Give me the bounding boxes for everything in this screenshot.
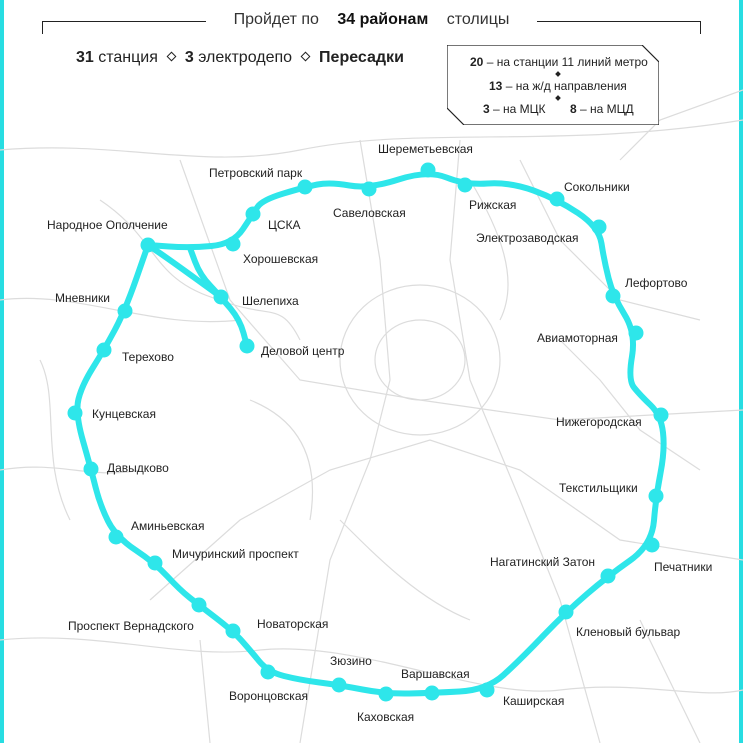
station-marker-narodnoe-opolchenie[interactable] xyxy=(141,238,156,253)
header-title-prefix: Пройдет по xyxy=(220,11,338,28)
stats-row xyxy=(76,49,404,67)
station-marker-vorontsovskaya[interactable] xyxy=(261,665,276,680)
station-label-vorontsovskaya[interactable]: Воронцовская xyxy=(229,689,308,703)
station-marker-tekstilshchiki[interactable] xyxy=(649,489,664,504)
station-label-delovoy-tsentr[interactable]: Деловой центр xyxy=(261,344,345,358)
line-ring xyxy=(77,174,663,693)
transfer-mcd-count: 8 xyxy=(570,102,577,116)
station-label-tsska[interactable]: ЦСКА xyxy=(268,218,301,232)
station-label-lefortovo[interactable]: Лефортово xyxy=(625,276,688,290)
station-label-petrovsky-park[interactable]: Петровский парк xyxy=(209,166,303,180)
station-label-klenovy-bulvar[interactable]: Кленовый бульвар xyxy=(576,625,681,639)
station-label-nizhegorodskaya[interactable]: Нижегородская xyxy=(556,415,642,429)
station-label-terekhovo[interactable]: Терехово xyxy=(122,350,174,364)
station-marker-prospekt-vernadskogo[interactable] xyxy=(192,598,207,613)
station-marker-pechatniki[interactable] xyxy=(645,538,660,553)
station-label-davydkovo[interactable]: Давыдково xyxy=(107,461,169,475)
station-label-varshavskaya[interactable]: Варшавская xyxy=(401,667,470,681)
header-title-suffix: столицы xyxy=(428,11,523,28)
station-label-shelepikha[interactable]: Шелепиха xyxy=(242,294,299,308)
station-label-nagatinsky-zaton[interactable]: Нагатинский Затон xyxy=(490,555,595,569)
station-label-rizhskaya[interactable]: Рижская xyxy=(469,198,517,212)
station-label-sheremetyevskaya[interactable]: Шереметьевская xyxy=(378,142,473,156)
stations-count: 31 xyxy=(76,49,94,66)
station-labels xyxy=(47,142,712,724)
station-marker-nizhegorodskaya[interactable] xyxy=(654,408,669,423)
station-label-aviamotornaya[interactable]: Авиамоторная xyxy=(537,331,618,345)
transfers-box xyxy=(447,45,659,125)
station-label-narodnoe-opolchenie[interactable]: Народное Ополчение xyxy=(47,218,168,232)
station-marker-tsska[interactable] xyxy=(246,207,261,222)
station-marker-terekhovo[interactable] xyxy=(97,343,112,358)
station-label-sokolniki[interactable]: Сокольники xyxy=(564,180,630,194)
station-label-savelovskaya[interactable]: Савеловская xyxy=(333,206,406,220)
stations-label: станция xyxy=(93,49,158,66)
station-marker-sokolniki[interactable] xyxy=(550,192,565,207)
station-marker-sheremetyevskaya[interactable] xyxy=(421,163,436,178)
transfer-mcd xyxy=(570,102,634,116)
station-label-kashirskaya[interactable]: Каширская xyxy=(503,694,565,708)
transfers-title: Пересадки xyxy=(319,49,404,66)
station-marker-novatorskaya[interactable] xyxy=(226,624,241,639)
station-marker-kashirskaya[interactable] xyxy=(480,683,495,698)
transfer-mck xyxy=(483,102,546,116)
station-label-zyuzino[interactable]: Зюзино xyxy=(330,654,372,668)
transfer-metro-count: 20 xyxy=(470,55,484,69)
diamond-icon xyxy=(166,52,176,62)
station-marker-mnevniki[interactable] xyxy=(118,304,133,319)
station-marker-zyuzino[interactable] xyxy=(332,678,347,693)
station-marker-klenovy-bulvar[interactable] xyxy=(559,605,574,620)
transfer-metro-text: – на станции 11 линий метро xyxy=(483,55,648,69)
station-marker-michurinsky-prospekt[interactable] xyxy=(148,556,163,571)
station-marker-nagatinsky-zaton[interactable] xyxy=(601,569,616,584)
station-label-kuntsevskaya[interactable]: Кунцевская xyxy=(92,407,156,421)
header-title xyxy=(0,11,743,29)
depots-count: 3 xyxy=(184,49,194,66)
station-marker-shelepikha[interactable] xyxy=(214,290,229,305)
line-branch-shelepikha xyxy=(148,245,221,297)
station-marker-elektrozavodskaya[interactable] xyxy=(592,220,607,235)
station-marker-khoroshevskaya[interactable] xyxy=(226,237,241,252)
station-label-tekstilshchiki[interactable]: Текстильщики xyxy=(559,481,638,495)
station-marker-savelovskaya[interactable] xyxy=(362,182,377,197)
station-label-prospekt-vernadskogo[interactable]: Проспект Вернадского xyxy=(68,619,194,633)
station-label-kakhovskaya[interactable]: Каховская xyxy=(357,710,415,724)
station-marker-kuntsevskaya[interactable] xyxy=(68,406,83,421)
line-route xyxy=(77,174,663,693)
transfer-mck-text: – на МЦК xyxy=(489,102,546,116)
station-label-pechatniki[interactable]: Печатники xyxy=(654,560,713,574)
station-label-aminyevskaya[interactable]: Аминьевская xyxy=(131,519,205,533)
diamond-icon xyxy=(301,52,311,62)
transfer-metro xyxy=(470,55,648,69)
station-label-michurinsky-prospekt[interactable]: Мичуринский проспект xyxy=(172,547,299,561)
station-label-mnevniki[interactable]: Мневники xyxy=(55,291,110,305)
station-marker-rizhskaya[interactable] xyxy=(458,178,473,193)
transfer-rail-text: – на ж/д направления xyxy=(502,79,627,93)
station-marker-aminyevskaya[interactable] xyxy=(109,530,124,545)
station-marker-kakhovskaya[interactable] xyxy=(379,687,394,702)
station-marker-petrovsky-park[interactable] xyxy=(298,180,313,195)
header-title-districts: 34 районам xyxy=(337,11,429,28)
transfer-mck-count: 3 xyxy=(483,102,490,116)
station-marker-davydkovo[interactable] xyxy=(84,462,99,477)
transfer-rail xyxy=(489,79,627,93)
station-marker-varshavskaya[interactable] xyxy=(425,686,440,701)
station-label-novatorskaya[interactable]: Новаторская xyxy=(257,617,329,631)
station-label-elektrozavodskaya[interactable]: Электрозаводская xyxy=(476,231,579,245)
station-marker-delovoy-tsentr[interactable] xyxy=(240,339,255,354)
transfer-rail-count: 13 xyxy=(489,79,503,93)
depots-label: электродепо xyxy=(193,49,293,66)
station-label-khoroshevskaya[interactable]: Хорошевская xyxy=(243,252,319,266)
transfer-mcd-text: – на МЦД xyxy=(576,102,634,116)
station-marker-aviamotornaya[interactable] xyxy=(629,326,644,341)
station-marker-lefortovo[interactable] xyxy=(606,289,621,304)
